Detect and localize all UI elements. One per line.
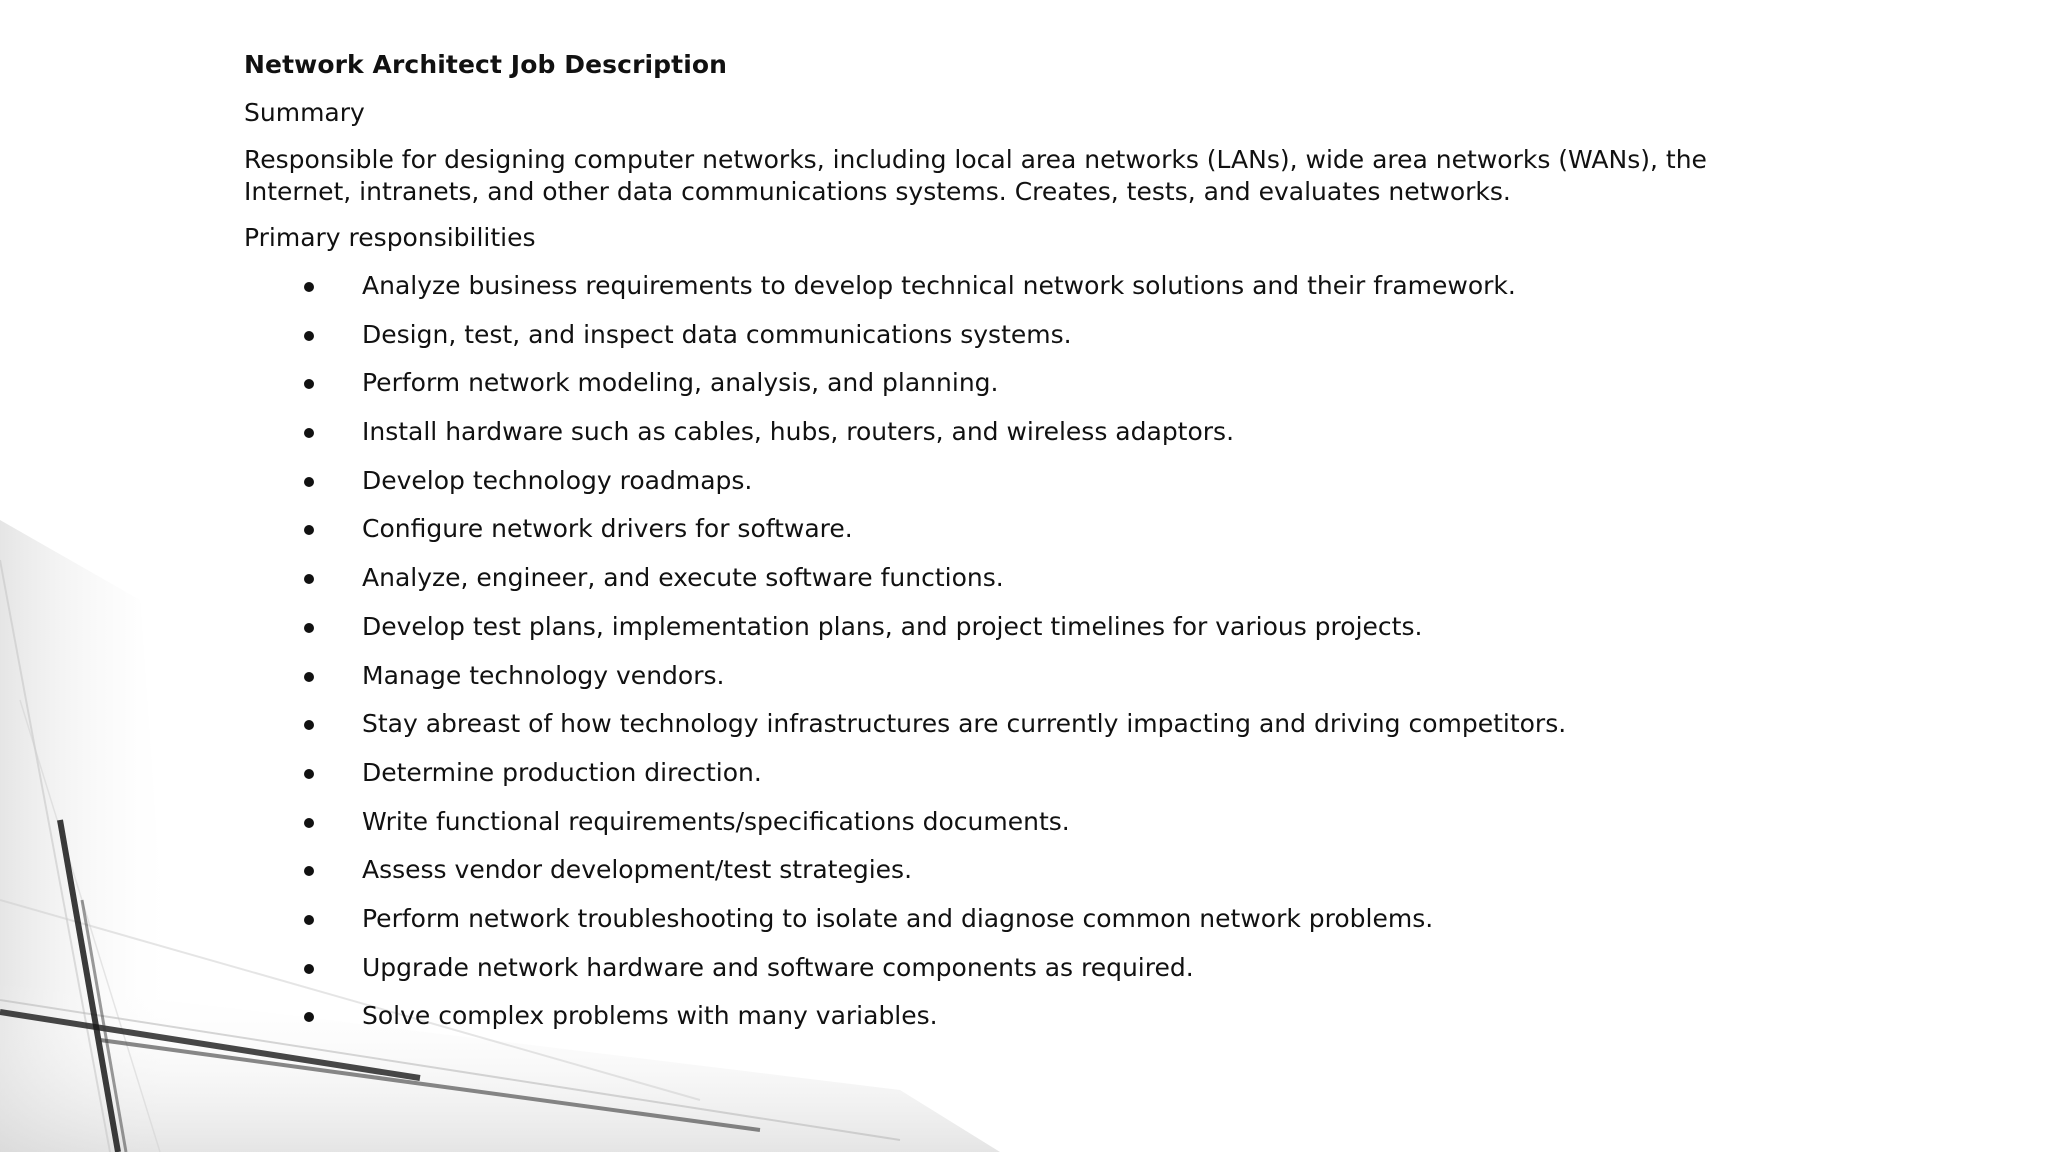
list-item bbox=[244, 610, 1804, 644]
list-item bbox=[244, 902, 1804, 936]
list-item-text: Perform network modeling, analysis, and planning. bbox=[362, 368, 999, 398]
bullet-icon bbox=[304, 379, 314, 389]
list-item-text: Solve complex problems with many variables. bbox=[362, 1001, 938, 1031]
bullet-icon bbox=[304, 915, 314, 925]
document-title: Network Architect Job Description bbox=[244, 50, 728, 79]
list-item-text: Design, test, and inspect data communications systems. bbox=[362, 319, 1072, 349]
list-item-text: Assess vendor development/test strategies. bbox=[362, 855, 913, 885]
responsibilities-heading: Primary responsibilities bbox=[244, 223, 536, 252]
list-item-text: Develop technology roadmaps. bbox=[362, 465, 753, 495]
list-item-text: Develop test plans, implementation plans, and project timelines for various projects. bbox=[362, 611, 1423, 641]
bullet-icon bbox=[304, 477, 314, 487]
list-item bbox=[244, 853, 1804, 887]
list-item bbox=[244, 512, 1804, 546]
bullet-icon bbox=[304, 282, 314, 292]
document-content bbox=[244, 48, 1804, 1048]
list-item bbox=[244, 756, 1804, 790]
list-item bbox=[244, 561, 1804, 595]
bullet-icon bbox=[304, 331, 314, 341]
bullet-icon bbox=[304, 720, 314, 730]
list-item bbox=[244, 318, 1804, 352]
bullet-icon bbox=[304, 525, 314, 535]
list-item-text: Stay abreast of how technology infrastructures are currently impacting and driving competitors. bbox=[362, 709, 1567, 739]
list-item bbox=[244, 415, 1804, 449]
list-item-text: Analyze, engineer, and execute software functions. bbox=[362, 563, 1004, 593]
list-item bbox=[244, 805, 1804, 839]
bullet-icon bbox=[304, 866, 314, 876]
responsibilities-list bbox=[244, 269, 1804, 1033]
list-item-text: Configure network drivers for software. bbox=[362, 514, 853, 544]
bullet-icon bbox=[304, 769, 314, 779]
bullet-icon bbox=[304, 1012, 314, 1022]
list-item bbox=[244, 951, 1804, 985]
list-item-text: Upgrade network hardware and software components as required. bbox=[362, 952, 1194, 982]
list-item bbox=[244, 269, 1804, 303]
list-item-text: Determine production direction. bbox=[362, 757, 762, 787]
list-item bbox=[244, 659, 1804, 693]
list-item bbox=[244, 464, 1804, 498]
list-item-text: Write functional requirements/specifications documents. bbox=[362, 806, 1070, 836]
list-item-text: Manage technology vendors. bbox=[362, 660, 725, 690]
bullet-icon bbox=[304, 818, 314, 828]
list-item bbox=[244, 999, 1804, 1033]
list-item-text: Install hardware such as cables, hubs, routers, and wireless adaptors. bbox=[362, 417, 1235, 447]
list-item-text: Perform network troubleshooting to isolate and diagnose common network problems. bbox=[362, 903, 1434, 933]
list-item bbox=[244, 366, 1804, 400]
bullet-icon bbox=[304, 428, 314, 438]
summary-heading: Summary bbox=[244, 98, 365, 127]
bullet-icon bbox=[304, 964, 314, 974]
summary-paragraph: Responsible for designing computer networks, including local area networks (LANs), wide area networks (WANs), the Internet, intranets, and other data communications systems. Creates, tests, and evaluates networks. bbox=[244, 145, 1707, 206]
list-item bbox=[244, 707, 1804, 741]
bullet-icon bbox=[304, 623, 314, 633]
bullet-icon bbox=[304, 672, 314, 682]
list-item-text: Analyze business requirements to develop technical network solutions and their framework. bbox=[362, 271, 1516, 300]
bullet-icon bbox=[304, 574, 314, 584]
